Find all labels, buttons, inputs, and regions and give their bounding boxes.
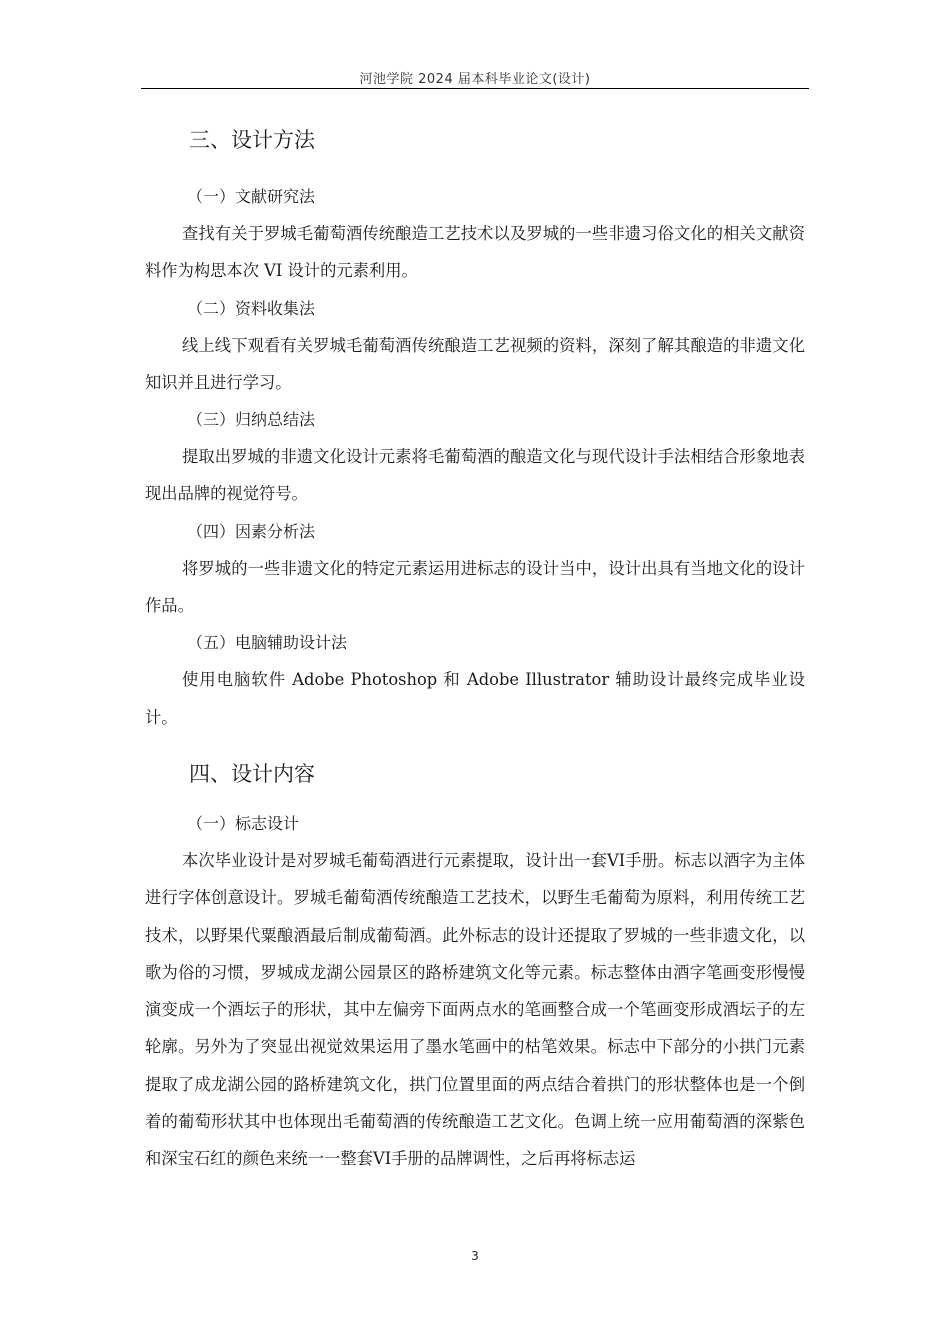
- paragraph-factor-analysis: 将罗城的一些非遗文化的特定元素运用进标志的设计当中，设计出具有当地文化的设计作品。: [145, 558, 805, 616]
- subheading-computer-aided-design: （五）电脑辅助设计法: [187, 633, 348, 653]
- section-title-design-content: 四、设计内容: [189, 761, 315, 786]
- subheading-data-collection: （二）资料收集法: [187, 298, 316, 318]
- paragraph-literature-research: 查找有关于罗城毛葡萄酒传统酿造工艺技术以及罗城的一些非遗习俗文化的相关文献资料作为构思本次 VI 设计的元素利用。: [145, 224, 805, 281]
- subheading-literature-research: （一）文献研究法: [187, 187, 316, 206]
- paragraph-logo-design: 本次毕业设计是对罗城毛葡萄酒进行元素提取，设计出一套VI手册。标志以酒字为主体进行字体创意设计。罗城毛葡萄酒传统酿造工艺技术，以野生毛葡萄为原料，利用传统工艺技术，以野果代粟酿酒最后制成葡萄酒。此外标志的设计还提取了罗城的一些非遗文化，以歌为俗的习惯，罗城成龙湖公园景区的路桥建筑文化等元素。标志整体由酒字笔画变形慢慢演变成一个酒坛子的形状，其中左偏旁下面两点水的笔画整合成一个笔画变形成酒坛子的左轮廓。另外为了突显出视觉效果运用了墨水笔画中的枯笔效果。标志中下部分的小拱门元素提取了成龙湖公园的路桥建筑文化，拱门位置里面的两点结合着拱门的形状整体也是一个倒着的葡萄形状其中也体现出毛葡萄酒的传统酿造工艺文化。色调上统一应用葡萄酒的深紫色和深宝石红的颜色来统一一整套VI手册的品牌调性，之后再将标志运: [145, 850, 805, 1169]
- header-rule: [141, 88, 809, 89]
- paragraph-computer-aided-design: 使用电脑软件 Adobe Photoshop 和 Adobe Illustrator 辅助设计最终完成毕业设计。: [145, 670, 805, 727]
- paragraph-data-collection: 线上线下观看有关罗城毛葡萄酒传统酿造工艺视频的资料，深刻了解其酿造的非遗文化知识并且进行学习。: [145, 335, 805, 392]
- paragraph-induction-summary: 提取出罗城的非遗文化设计元素将毛葡萄酒的酿造文化与现代设计手法相结合形象地表现出品牌的视觉符号。: [145, 447, 805, 504]
- page-number: 3: [471, 1249, 479, 1263]
- section-title-design-methods: 三、设计方法: [189, 128, 315, 152]
- page-header: 河池学院 2024 届本科毕业论文(设计): [359, 72, 591, 87]
- subheading-factor-analysis: （四）因素分析法: [187, 521, 316, 541]
- page-body: [145, 122, 805, 1178]
- subheading-logo-design: （一）标志设计: [187, 813, 300, 833]
- subheading-induction-summary: （三）归纳总结法: [187, 410, 316, 430]
